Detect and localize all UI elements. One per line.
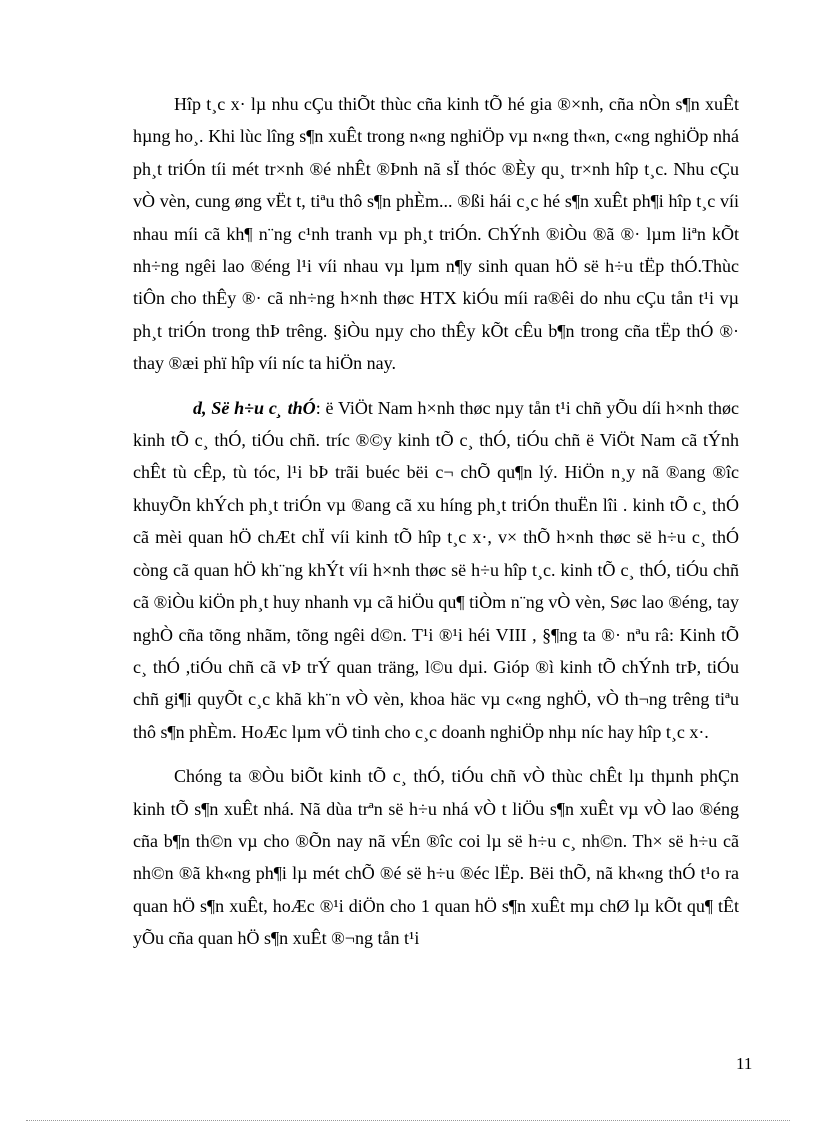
paragraph-individual-ownership <box>133 392 739 748</box>
paragraph-small-production-text: Chóng ta ®Òu biÕt kinh tÕ c¸ thÓ, tiÓu chñ vÒ thùc chÊt lµ thµnh phÇn kinh tÕ s¶n xuÊt nhá. Nã dùa trªn së h÷u nhá vÒ t liÖu s¶n xuÊt vµ vÒ lao ®éng cña b¶n th©n vµ cho ®Õn nay nã vÉn ®îc coi lµ së h÷u c¸ nh©n. Th× së h÷u cã nh©n ®ã kh«ng ph¶i lµ mét chÕ ®é së h÷u ®éc lËp. Bëi thÕ, nã kh«ng thÓ t¹o ra quan hÖ s¶n xuÊt, hoÆc ®¹i diÖn cho 1 quan hÖ s¶n xuÊt mµ chØ lµ kÕt qu¶ tÊt yÕu cña quan hÖ s¶n xuÊt ®¬ng tån t¹i <box>133 766 739 949</box>
body-text <box>133 88 739 967</box>
section-heading: d, Së h÷u c¸ thÓ <box>193 397 316 418</box>
paragraph-individual-ownership-text: : ë ViÖt Nam h×nh thøc nµy tån t¹i chñ yÕu díi h×nh thøc kinh tÕ c¸ thÓ, tiÓu chñ. tríc ®©y kinh tÕ c¸ thÓ, tiÓu chñ ë ViÖt Nam cã tÝnh chÊt tù cÊp, tù tóc, l¹i bÞ trãi buéc bëi c¬ chÕ qu¶n lý. HiÖn n¸y nã ®ang ®îc khuyÕn khÝch ph¸t triÓn vµ ®ang cã xu híng ph¸t triÓn thuËn lîi . kinh tÕ c¸ thÓ cã mèi quan hÖ chÆt chÏ víi kinh tÕ hîp t¸c x·, v× thÕ h×nh thøc së h÷u c¸ thÓ còng cã quan hÖ kh¨ng khÝt víi h×nh thøc së h÷u hîp t¸c. kinh tÕ c¸ thÓ, tiÓu chñ cã ®iÒu kiÖn ph¸t huy nhanh vµ cã hiÖu qu¶ tiÒm n¨ng vÒ vèn, Søc lao ®éng, tay nghÒ cña tõng nhãm, tõng ngêi d©n. T¹i ®¹i héi VIII , §¶ng ta ®· nªu râ: Kinh tÕ c¸ thÓ ,tiÓu chñ cã vÞ trÝ quan träng, l©u dµi. Gióp ®ì kinh tÕ chÝnh trÞ, tiÓu chñ gi¶i quyÕt c¸c khã kh¨n vÒ vèn, khoa häc vµ c«ng nghÖ, vÒ th¬ng trêng tiªu thô s¶n phÈm. HoÆc lµm vÖ tinh cho c¸c doanh nghiÖp nhµ níc hay hîp t¸c x·. <box>133 397 739 742</box>
page-bottom-border <box>26 1120 790 1121</box>
paragraph-cooperative <box>133 88 739 380</box>
paragraph-small-production <box>133 760 739 954</box>
page-number: 11 <box>736 1054 753 1073</box>
paragraph-cooperative-text: Hîp t¸c x· lµ nhu cÇu thiÕt thùc cña kinh tÕ hé gia ®×nh, cña nÒn s¶n xuÊt hµng ho¸. Khi lùc lîng s¶n xuÊt trong n«ng nghiÖp vµ n«ng th«n, c«ng nghiÖp nhá ph¸t triÓn tíi mét tr×nh ®é nhÊt ®Þnh nã sÏ thóc ®Èy qu¸ tr×nh hîp t¸c. Nhu cÇu vÒ vèn, cung øng vËt t, tiªu thô s¶n phÈm... ®ßi hái c¸c hé s¶n xuÊt ph¶i hîp t¸c víi nhau míi cã kh¶ n¨ng c¹nh tranh vµ ph¸t triÓn. ChÝnh ®iÒu ®ã ®· lµm liªn kÕt nh÷ng ngêi lao ®éng l¹i víi nhau vµ lµm n¶y sinh quan hÖ së h÷u tËp thÓ.Thùc tiÔn cho thÊy ®· cã nh÷ng h×nh thøc HTX kiÓu míi ra®êi do nhu cÇu tån t¹i vµ ph¸t triÓn trong thÞ trêng. §iÒu nµy cho thÊy kÕt cÊu b¶n trong cña tËp thÓ ®· thay ®æi phï hîp víi níc ta hiÖn nay. <box>133 94 739 374</box>
